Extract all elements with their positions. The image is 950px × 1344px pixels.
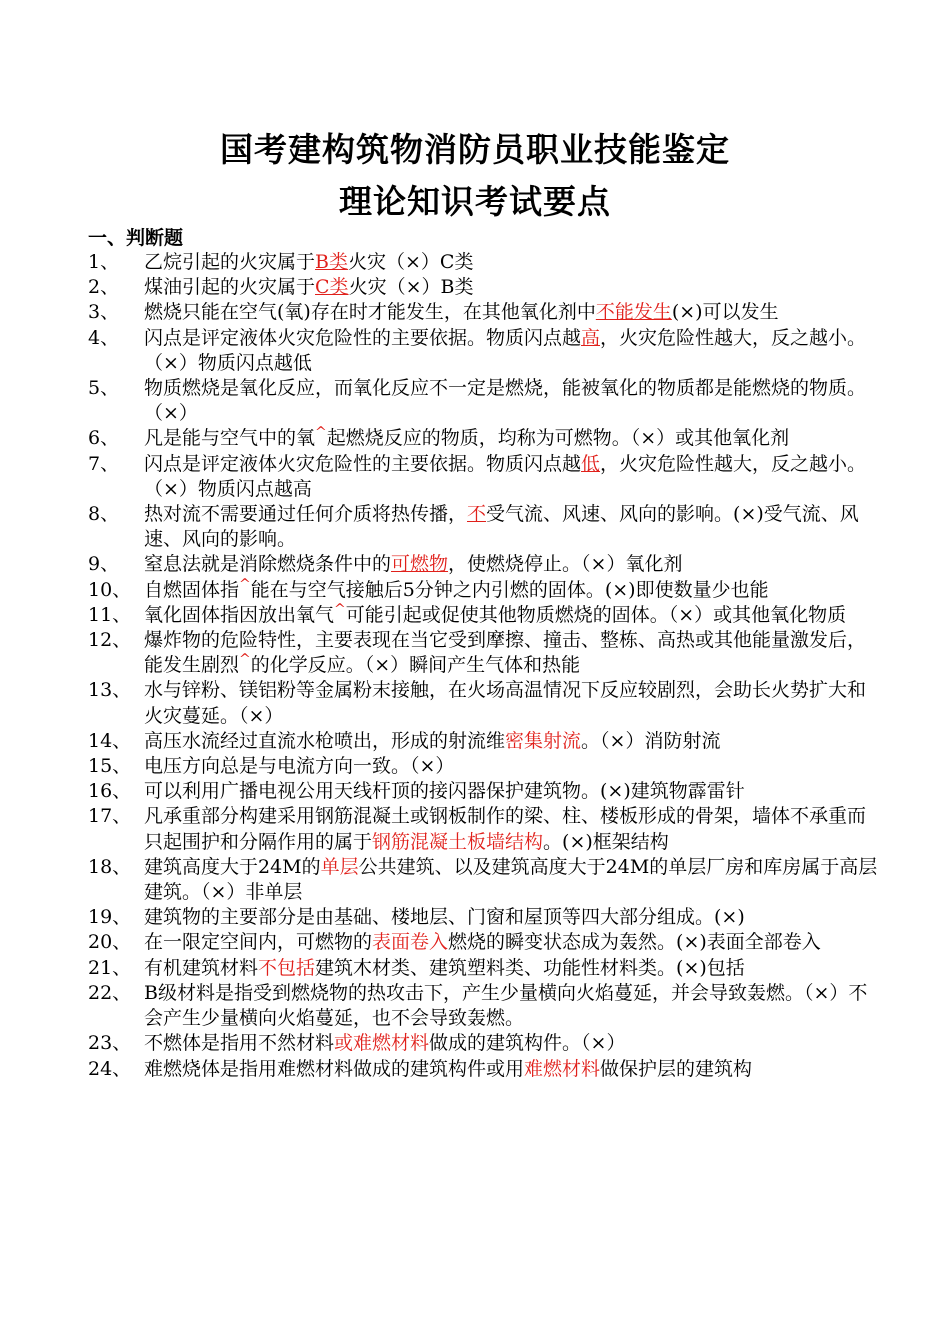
list-item [88,250,878,275]
item-number: 6、 [88,427,120,450]
item-number: 4、 [88,326,120,349]
item-text [144,426,878,451]
item-text [144,981,878,1031]
text-segment: 凡是能与空气中的氧 [144,427,316,450]
document-title-line1: 国考建构筑物消防员职业技能鉴定 [220,130,730,169]
highlighted-text: 低 [581,452,601,475]
list-item [88,452,878,502]
item-text [144,250,878,275]
list-item [88,678,878,728]
item-text [144,326,878,376]
text-segment: 能在与空气接触后5分钟之内引燃的固体。(×)即使数量少也能 [250,578,769,601]
text-segment: (×)可以发生 [671,301,779,324]
highlighted-text: 可燃物 [391,553,449,576]
item-number: 11、 [88,603,132,626]
list-item [88,426,878,451]
list-item [88,804,878,854]
text-segment: 窒息法就是消除燃烧条件中的 [144,553,392,576]
text-segment: ，使燃烧停止。（×）氧化剂 [448,553,683,576]
item-number: 2、 [88,276,120,299]
item-number: 16、 [88,780,132,803]
text-segment: 电压方向总是与电流方向一致。（×） [144,755,455,778]
item-number: 12、 [88,629,132,652]
text-segment: 热对流不需要通过任何介质将热传播， [144,503,468,526]
text-segment: 做保护层的建筑构 [600,1057,753,1080]
list-item [88,1031,878,1056]
item-text [144,552,878,577]
list-item [88,905,878,930]
text-segment: 自燃固体指 [144,578,240,601]
highlighted-text: 或难燃材料 [334,1032,430,1055]
item-text [144,275,878,300]
list-item [88,729,878,754]
text-segment: ，火灾危险性越大，反之越小。（×）物质闪点越低 [144,326,867,374]
text-segment: 凡承重部分构建采用钢筋混凝土或钢板制作的梁、柱、楼板形成的骨架，墙体不承重而只起围护和分隔作用的属于 [144,805,867,853]
text-segment: 爆炸物的危险特性，主要表现在当它受到摩擦、撞击、整栋、高热或其他能量激发后，能发生剧烈 [144,629,867,677]
text-segment: 可以利用广播电视公用天线杆顶的接闪器保护建筑物。(×)建筑物霹雷针 [144,780,745,803]
text-segment: 煤油引起的火灾属于 [144,276,316,299]
highlighted-text: 密集射流 [505,729,582,752]
highlighted-text: 难燃材料 [524,1057,601,1080]
highlighted-text: 单层 [320,855,359,878]
list-item [88,275,878,300]
text-segment: ，火灾危险性越大，反之越小。（×）物质闪点越高 [144,452,867,500]
list-item [88,300,878,325]
item-text [144,578,878,603]
text-segment: 燃烧的瞬变状态成为轰然。(×)表面全部卷入 [448,931,821,954]
list-item [88,1057,878,1082]
item-number: 23、 [88,1032,132,1055]
highlighted-text: 表面卷入 [372,931,449,954]
item-text [144,729,878,754]
text-segment: 不燃体是指用不然材料 [144,1032,335,1055]
list-item [88,603,878,628]
item-number: 20、 [88,931,132,954]
item-number: 13、 [88,679,132,702]
item-text [144,376,878,426]
item-text [144,628,878,678]
text-segment: 难燃烧体是指用难燃材料做成的建筑构件或用 [144,1057,525,1080]
item-text [144,804,878,854]
highlighted-text: 钢筋混凝土板墙结构 [372,830,544,853]
text-segment: 有机建筑材料 [144,956,259,979]
list-item [88,754,878,779]
highlighted-text: 不能发生 [595,301,672,324]
insertion-caret-mark: ^ [334,601,346,618]
item-text [144,779,878,804]
list-item [88,552,878,577]
list-item [88,855,878,905]
text-segment: 氧化固体指因放出氧气 [144,603,335,626]
text-segment: 高压水流经过直流水枪喷出，形成的射流维 [144,729,506,752]
item-text [144,905,878,930]
text-segment: 乙烷引起的火灾属于 [144,251,316,273]
item-text [144,754,878,779]
item-text [144,452,878,502]
insertion-caret-mark: ^ [315,425,327,442]
text-segment: 在一限定空间内，可燃物的 [144,931,373,954]
list-item [88,779,878,804]
item-number: 9、 [88,553,120,576]
item-number: 22、 [88,981,132,1004]
text-segment: 做成的建筑构件。（×） [429,1032,626,1055]
item-number: 10、 [88,578,132,601]
list-item [88,578,878,603]
highlighted-text: C类 [315,276,349,299]
list-item [88,326,878,376]
document-title-line2: 理论知识考试要点 [339,182,611,221]
item-number: 7、 [88,452,120,475]
list-item [88,930,878,955]
highlighted-text: 不包括 [258,956,316,979]
item-text [144,502,878,552]
item-text [144,1031,878,1056]
item-number: 15、 [88,755,132,778]
list-item [88,956,878,981]
text-segment: 的化学反应。（×）瞬间产生气体和热能 [250,654,581,677]
question-list [88,250,878,1082]
insertion-caret-mark: ^ [239,576,251,593]
text-segment: 物质燃烧是氧化反应，而氧化反应不一定是燃烧，能被氧化的物质都是能燃烧的物质。（×） [144,377,867,425]
item-text [144,678,878,728]
highlighted-text: 不 [467,503,487,526]
text-segment: 起燃烧反应的物质，均称为可燃物。（×）或其他氧化剂 [326,427,790,450]
item-text [144,603,878,628]
text-segment: 闪点是评定液体火灾危险性的主要依据。物质闪点越 [144,452,582,475]
highlighted-text: B类 [315,251,348,273]
text-segment: 建筑高度大于24M的 [144,855,321,878]
highlighted-text: 高 [581,326,601,349]
item-text [144,1057,878,1082]
text-segment: 闪点是评定液体火灾危险性的主要依据。物质闪点越 [144,326,582,349]
text-segment: 公共建筑、以及建筑高度大于24M的单层厂房和库房属于高层建筑。（×）非单层 [144,855,878,904]
text-segment: 火灾（×）C类 [347,251,474,273]
text-segment: 可能引起或促使其他物质燃烧的固体。（×）或其他氧化物质 [345,603,847,626]
list-item [88,502,878,552]
item-number: 5、 [88,377,120,400]
item-number: 1、 [88,251,120,273]
item-number: 18、 [88,855,132,878]
list-item [88,376,878,426]
item-number: 3、 [88,301,120,324]
item-text [144,956,878,981]
item-text [144,930,878,955]
item-number: 21、 [88,956,132,979]
text-segment: 。(×)框架结构 [543,830,669,853]
item-number: 8、 [88,503,120,526]
text-segment: 燃烧只能在空气(氧)存在时才能发生，在其他氧化剂中 [144,301,596,324]
item-number: 19、 [88,906,132,929]
insertion-caret-mark: ^ [239,651,251,668]
text-segment: B级材料是指受到燃烧物的热攻击下，产生少量横向火焰蔓延，并会导致轰燃。（×）不会产生少量横向火焰蔓延，也不会导致轰燃。 [144,981,868,1030]
text-segment: 建筑木材类、建筑塑料类、功能性材料类。(×)包括 [315,956,745,979]
list-item [88,628,878,678]
text-segment: 建筑物的主要部分是由基础、楼地层、门窗和屋顶等四大部分组成。(×) [144,906,745,929]
text-segment: 受气流、风速、风向的影响。(×)受气流、风速、风向的影响。 [144,503,859,551]
item-number: 24、 [88,1057,132,1080]
list-item [88,981,878,1031]
item-number: 17、 [88,805,132,828]
item-text [144,300,878,325]
text-segment: 火灾（×）B类 [348,276,474,299]
item-number: 14、 [88,729,132,752]
item-text [144,855,878,905]
section-heading: 一、判断题 [88,227,184,249]
text-segment: 。（×）消防射流 [581,729,721,752]
text-segment: 水与锌粉、镁铝粉等金属粉末接触，在火场高温情况下反应较剧烈，会助长火势扩大和火灾蔓延。（×） [144,679,867,727]
